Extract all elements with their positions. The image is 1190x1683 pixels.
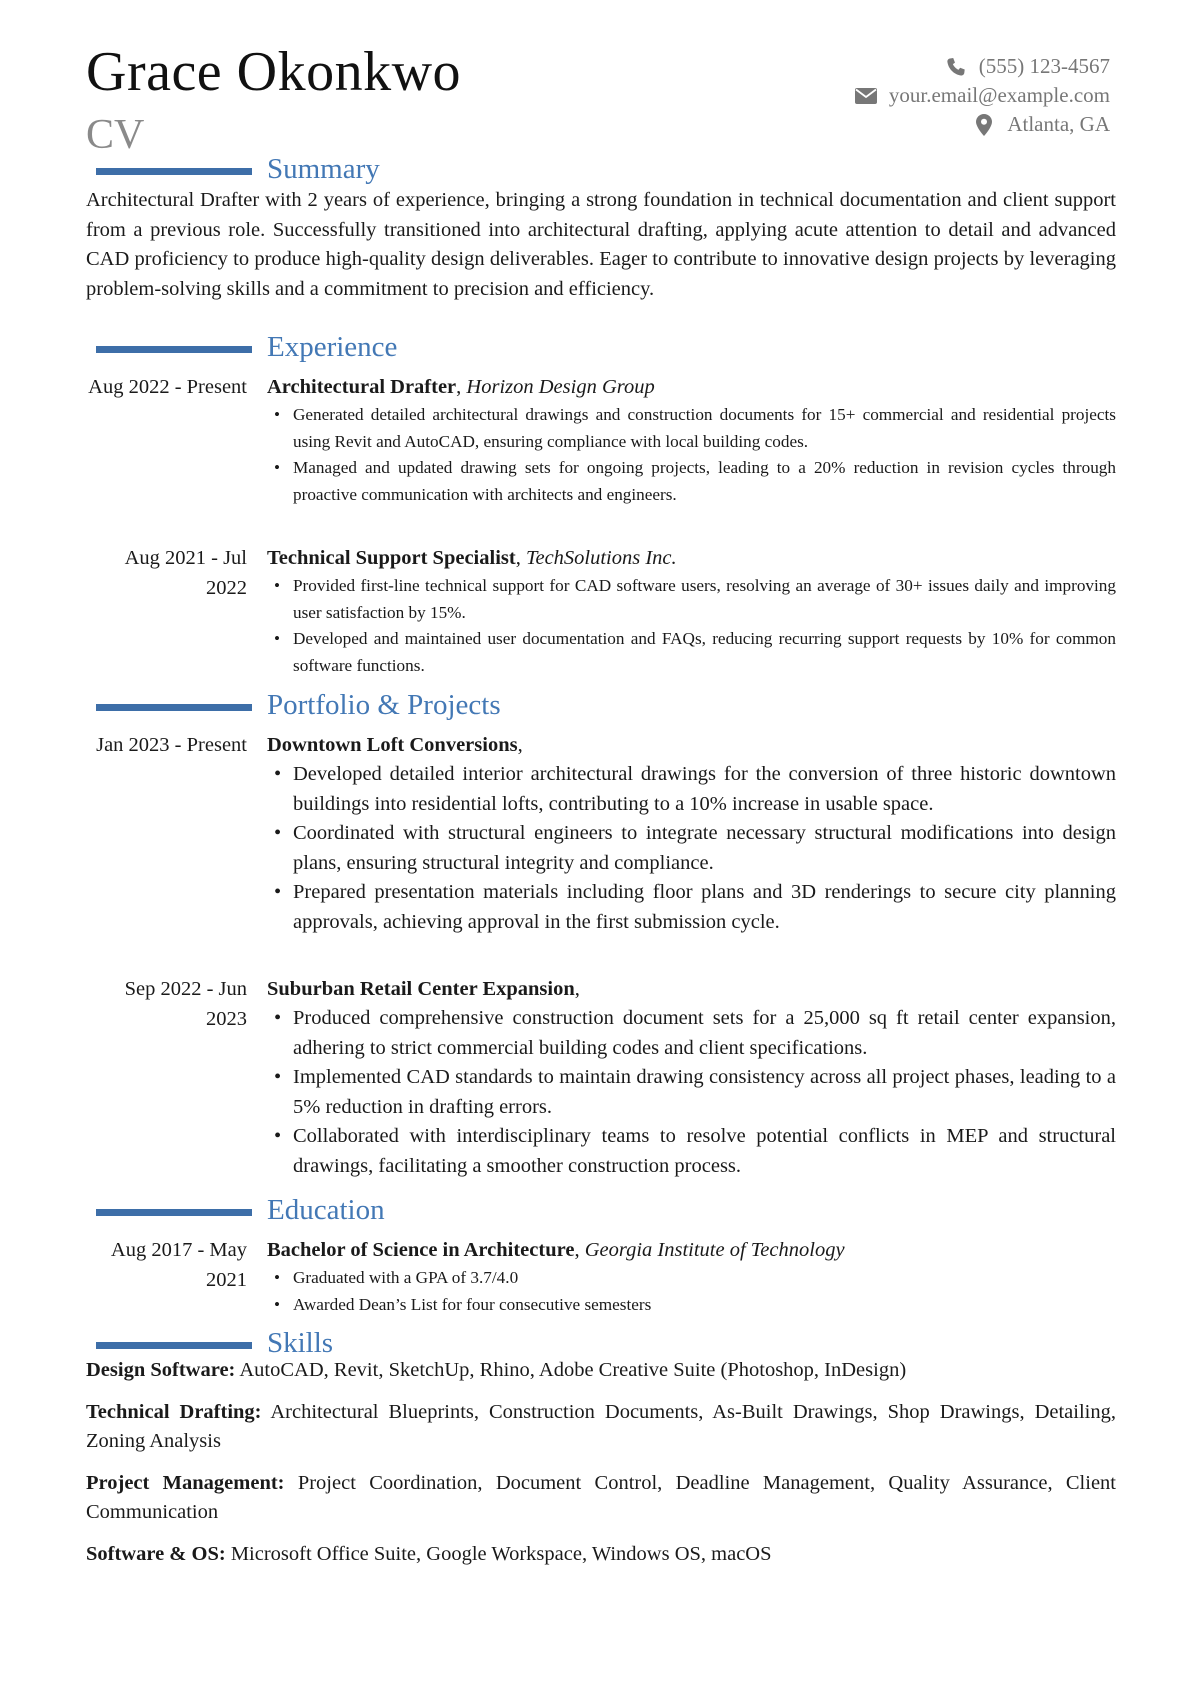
skill-items: Project Coordination, Document Control, Deadline Management, Quality Assurance, Client Communication [86,1472,1116,1523]
summary-text: Architectural Drafter with 2 years of experience, bringing a strong foundation in technical documentation and client support from a previous role. Successfully transitioned into architectural drafting, applying acute attention to detail and advanced CAD proficiency to produce high-quality design deliverables. Eager to contribute to innovative design projects by leveraging problem-solving skills and a commitment to precision and efficiency. [86,189,1116,300]
section-accent-bar [96,1342,252,1349]
entry-heading: Suburban Retail Center Expansion, [267,978,580,1000]
section-title: Summary [267,153,380,185]
section-accent-bar [96,1209,252,1216]
entry-organization: TechSolutions Inc. [525,547,677,569]
bullet-item: • Generated detailed architectural drawings and construction documents for 15+ commercial and residential projects using Revit and AutoCAD, ensuring compliance with local building codes. [267,402,1116,455]
phone-text: (555) 123-4567 [978,54,1110,78]
bullet-item: • Prepared presentation materials including floor plans and 3D renderings to secure city planning approvals, achieving approval in the first submission cycle. [267,878,1116,937]
degree-name: Bachelor of Science in Architecture [267,1239,575,1261]
section-title: Education [267,1194,385,1226]
contact-phone[interactable] [690,52,1110,81]
document-subtitle: CV [86,112,145,158]
bullet-list [267,573,1116,679]
school-name: Georgia Institute of Technology [584,1239,845,1261]
skill-group [86,1356,1116,1385]
skill-items: Architectural Blueprints, Construction Documents, As-Built Drawings, Shop Drawings, Detailing, Zoning Analysis [86,1401,1116,1452]
entry-date: Aug 2022 - Present [88,376,247,398]
bullet-item: • Developed detailed interior architectural drawings for the conversion of three historic downtown buildings into residential lofts, contributing to a 10% increase in usable space. [267,760,1116,819]
bullet-list [267,760,1116,937]
map-marker-icon [971,114,997,136]
entry-date: Jan 2023 - Present [96,734,247,756]
bullet-item: • Graduated with a GPA of 3.7/4.0 [267,1265,1116,1292]
skill-items: Microsoft Office Suite, Google Workspace, Windows OS, macOS [230,1543,772,1565]
project-name: Downtown Loft Conversions [267,734,518,756]
bullet-item: • Implemented CAD standards to maintain drawing consistency across all project phases, leading to a 5% reduction in drafting errors. [267,1063,1116,1122]
bullet-item: • Produced comprehensive construction document sets for a 25,000 sq ft retail center expansion, adhering to strict commercial building codes and client specifications. [267,1004,1116,1063]
entry-date: Sep 2022 - Jun 2023 [124,978,247,1030]
bullet-item: • Developed and maintained user documentation and FAQs, reducing recurring support requests by 10% for common software functions. [267,626,1116,679]
project-name: Suburban Retail Center Expansion [267,978,575,1000]
location-text: Atlanta, GA [1007,112,1110,136]
email-text: your.email@example.com [888,83,1110,107]
entry-role: Technical Support Specialist [267,547,516,569]
entry-heading: Bachelor of Science in Architecture, Georgia Institute of Technology [267,1239,845,1261]
skill-label: Design Software: [86,1359,236,1381]
skill-label: Technical Drafting: [86,1401,262,1423]
candidate-name: Grace Okonkwo [86,41,462,103]
section-accent-bar [96,168,252,175]
bullet-list [267,1004,1116,1181]
skill-items: AutoCAD, Revit, SketchUp, Rhino, Adobe Creative Suite (Photoshop, InDesign) [239,1359,907,1381]
entry-date: Aug 2017 - May 2021 [110,1239,247,1291]
entry-heading: Downtown Loft Conversions, [267,734,523,756]
bullet-item: • Collaborated with interdisciplinary teams to resolve potential conflicts in MEP and structural drawings, facilitating a smoother construction process. [267,1122,1116,1181]
bullet-item: • Coordinated with structural engineers to integrate necessary structural modifications into design plans, ensuring structural integrity and compliance. [267,819,1116,878]
education-section-heading [86,1196,1116,1230]
skill-group [86,1398,1116,1456]
bullet-item: • Provided first-line technical support for CAD software users, resolving an average of 30+ issues daily and improving user satisfaction by 15%. [267,573,1116,626]
envelope-icon [853,85,879,107]
section-accent-bar [96,704,252,711]
entry-date: Aug 2021 - Jul 2022 [124,547,247,599]
contact-block [690,52,1110,139]
section-title: Experience [267,331,398,363]
skill-group [86,1469,1116,1527]
summary-section-heading [86,155,1116,189]
section-title: Portfolio & Projects [267,689,501,721]
contact-location [690,110,1110,139]
phone-icon [943,56,969,78]
entry-heading: Architectural Drafter, Horizon Design Group [267,376,655,398]
bullet-list [267,1265,1116,1318]
skill-label: Project Management: [86,1472,285,1494]
section-accent-bar [96,346,252,353]
skill-label: Software & OS: [86,1543,226,1565]
projects-section-heading [86,691,1116,725]
entry-organization: Horizon Design Group [466,376,655,398]
entry-heading: Technical Support Specialist, TechSolutions Inc. [267,547,677,569]
contact-email[interactable] [690,81,1110,110]
skill-group [86,1540,1116,1569]
bullet-list [267,402,1116,508]
bullet-item: • Awarded Dean’s List for four consecutive semesters [267,1292,1116,1319]
section-title: Skills [267,1327,334,1359]
experience-section-heading [86,333,1116,367]
entry-role: Architectural Drafter [267,376,457,398]
bullet-item: • Managed and updated drawing sets for ongoing projects, leading to a 20% reduction in revision cycles through proactive communication with architects and engineers. [267,455,1116,508]
